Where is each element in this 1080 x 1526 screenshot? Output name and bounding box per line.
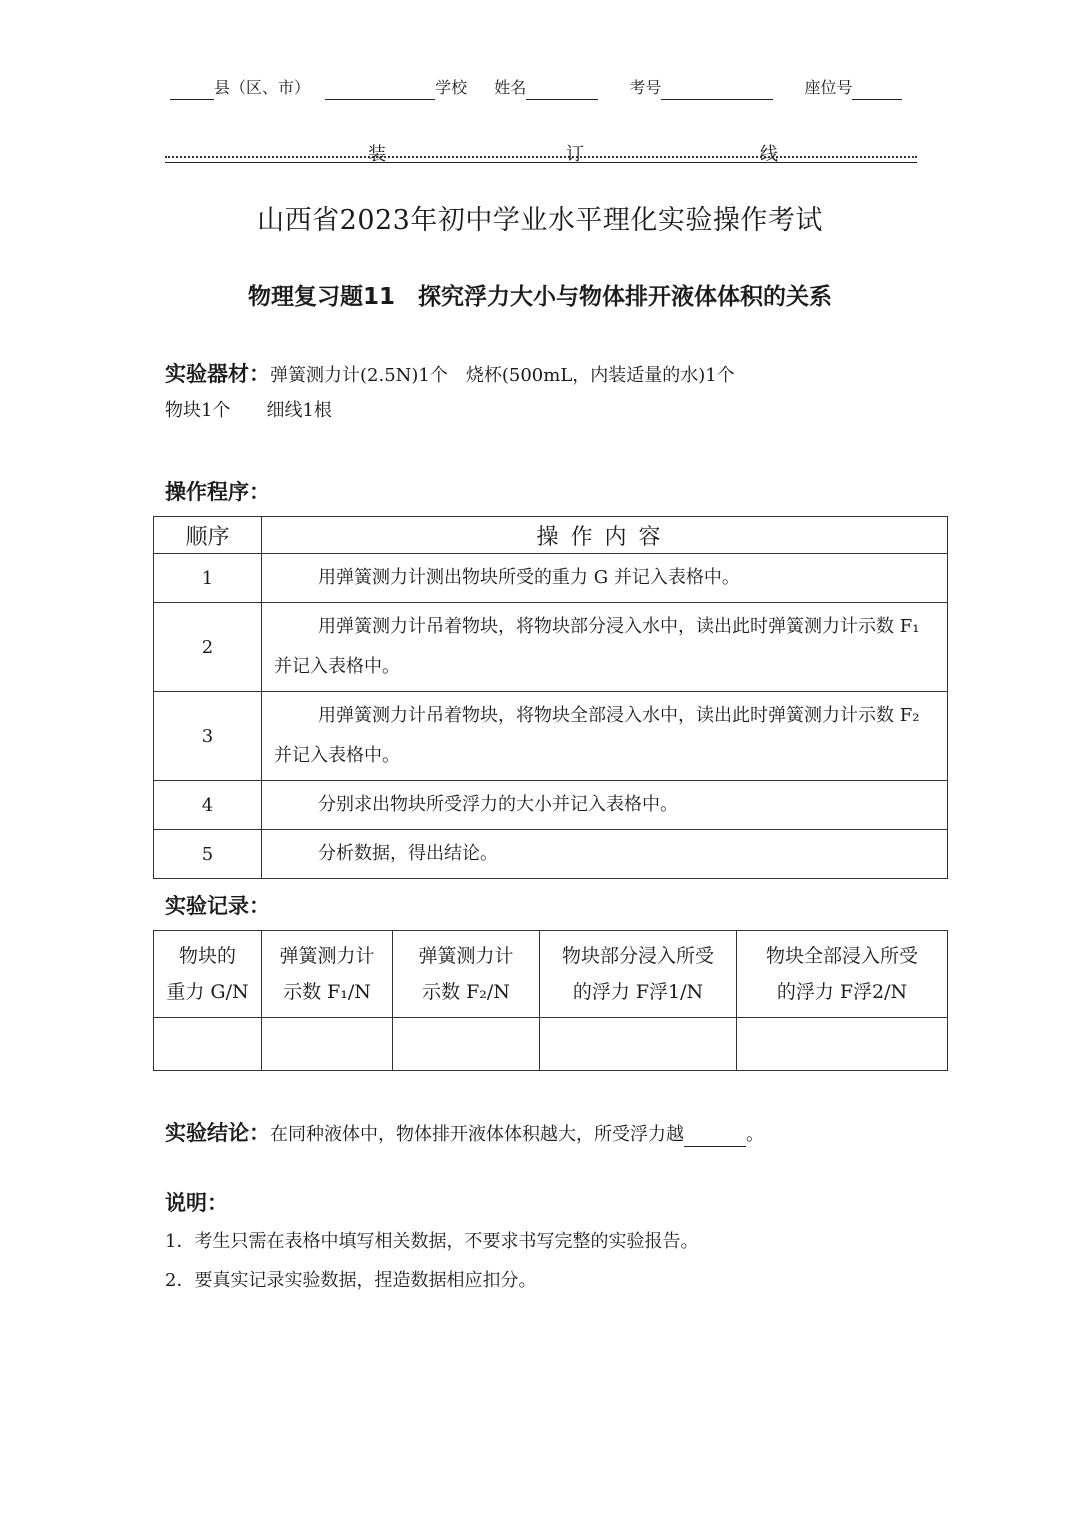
procedure-step-text: 用弹簧测力计吊着物块，将物块部分浸入水中，读出此时弹簧测力计示数 F₁ 并记入表格中。 bbox=[262, 603, 948, 692]
record-header-line: 的浮力 F浮2/N bbox=[776, 981, 908, 1003]
name-label: 姓名 bbox=[494, 78, 527, 97]
procedure-step-number: 1 bbox=[154, 554, 262, 603]
record-header-buoyancy-full bbox=[737, 931, 948, 1018]
binding-solid-line bbox=[165, 162, 917, 163]
conclusion-label: 实验结论： bbox=[165, 1121, 270, 1145]
record-header-line: 示数 F₂/N bbox=[422, 981, 510, 1003]
question-title: 物理复习题11 探究浮力大小与物体排开液体体积的关系 bbox=[247, 284, 832, 310]
table-row bbox=[154, 830, 948, 879]
exam-no-label: 考号 bbox=[629, 78, 662, 97]
procedure-step-text: 分析数据，得出结论。 bbox=[262, 830, 948, 879]
record-header-line: 的浮力 F浮1/N bbox=[572, 981, 704, 1003]
exam-title: 山西省2023年初中学业水平理化实验操作考试 bbox=[257, 205, 823, 236]
procedure-step-number: 4 bbox=[154, 781, 262, 830]
record-header-f2 bbox=[393, 931, 540, 1018]
procedure-step-text: 用弹簧测力计测出物块所受的重力 G 并记入表格中。 bbox=[262, 554, 948, 603]
procedure-label: 操作程序： bbox=[165, 480, 270, 504]
equipment-line-1: 弹簧测力计(2.5N)1个 烧杯(500mL，内装适量的水)1个 bbox=[270, 365, 735, 386]
procedure-step-number: 5 bbox=[154, 830, 262, 879]
student-info-line bbox=[170, 76, 902, 100]
procedure-step-number: 2 bbox=[154, 603, 262, 692]
record-table bbox=[153, 930, 948, 1071]
note-item: 2．要真实记录实验数据，捏造数据相应扣分。 bbox=[165, 1270, 537, 1291]
procedure-step-number: 3 bbox=[154, 692, 262, 781]
record-header-buoyancy-partial bbox=[540, 931, 737, 1018]
binding-dotted-line bbox=[165, 156, 917, 158]
record-cell-gravity[interactable] bbox=[154, 1018, 262, 1071]
conclusion-section bbox=[165, 1117, 764, 1147]
record-header-row bbox=[154, 931, 948, 1018]
county-blank[interactable] bbox=[170, 81, 214, 100]
procedure-step-text: 分别求出物块所受浮力的大小并记入表格中。 bbox=[262, 781, 948, 830]
record-input-row bbox=[154, 1018, 948, 1071]
table-row bbox=[154, 692, 948, 781]
record-header-line: 物块全部浸入所受 bbox=[765, 945, 918, 967]
record-header-gravity bbox=[154, 931, 262, 1018]
binding-char-xian: 线 bbox=[760, 144, 778, 165]
procedure-step-text: 用弹簧测力计吊着物块，将物块全部浸入水中，读出此时弹簧测力计示数 F₂ 并记入表格中。 bbox=[262, 692, 948, 781]
equipment-line-2: 物块1个 细线1根 bbox=[165, 400, 332, 421]
procedure-table bbox=[153, 516, 948, 879]
notes-label: 说明： bbox=[165, 1191, 228, 1215]
table-row bbox=[154, 554, 948, 603]
county-label: 县（区、市） bbox=[214, 78, 311, 97]
binding-char-zhuang: 装 bbox=[368, 144, 386, 165]
conclusion-text: 在同种液体中，物体排开液体体积越大，所受浮力越 bbox=[270, 1124, 684, 1145]
equipment-label: 实验器材： bbox=[165, 362, 270, 386]
table-row bbox=[154, 603, 948, 692]
binding-char-ding: 订 bbox=[566, 144, 584, 165]
procedure-header-order: 顺序 bbox=[154, 517, 262, 554]
record-cell-f2[interactable] bbox=[393, 1018, 540, 1071]
table-row bbox=[154, 781, 948, 830]
record-header-line: 弹簧测力计 bbox=[418, 945, 514, 967]
exam-no-blank[interactable] bbox=[661, 81, 773, 100]
note-item: 1．考生只需在表格中填写相关数据，不要求书写完整的实验报告。 bbox=[165, 1231, 699, 1252]
record-header-f1 bbox=[262, 931, 393, 1018]
record-header-line: 示数 F₁/N bbox=[283, 981, 371, 1003]
conclusion-end: 。 bbox=[746, 1124, 764, 1145]
seat-label: 座位号 bbox=[804, 78, 853, 97]
school-blank[interactable] bbox=[325, 81, 435, 100]
equipment-section bbox=[165, 358, 735, 388]
record-cell-buoyancy-partial[interactable] bbox=[540, 1018, 737, 1071]
procedure-header-row bbox=[154, 517, 948, 554]
record-label: 实验记录： bbox=[165, 894, 270, 918]
record-header-line: 物块部分浸入所受 bbox=[561, 945, 714, 967]
record-cell-f1[interactable] bbox=[262, 1018, 393, 1071]
conclusion-blank[interactable] bbox=[684, 1128, 746, 1147]
record-header-line: 物块的 bbox=[178, 945, 236, 967]
seat-blank[interactable] bbox=[852, 81, 902, 100]
name-blank[interactable] bbox=[526, 81, 598, 100]
school-label: 学校 bbox=[435, 78, 468, 97]
record-header-line: 弹簧测力计 bbox=[279, 945, 375, 967]
record-cell-buoyancy-full[interactable] bbox=[737, 1018, 948, 1071]
procedure-header-content: 操作内容 bbox=[262, 517, 948, 554]
record-header-line: 重力 G/N bbox=[166, 981, 249, 1003]
